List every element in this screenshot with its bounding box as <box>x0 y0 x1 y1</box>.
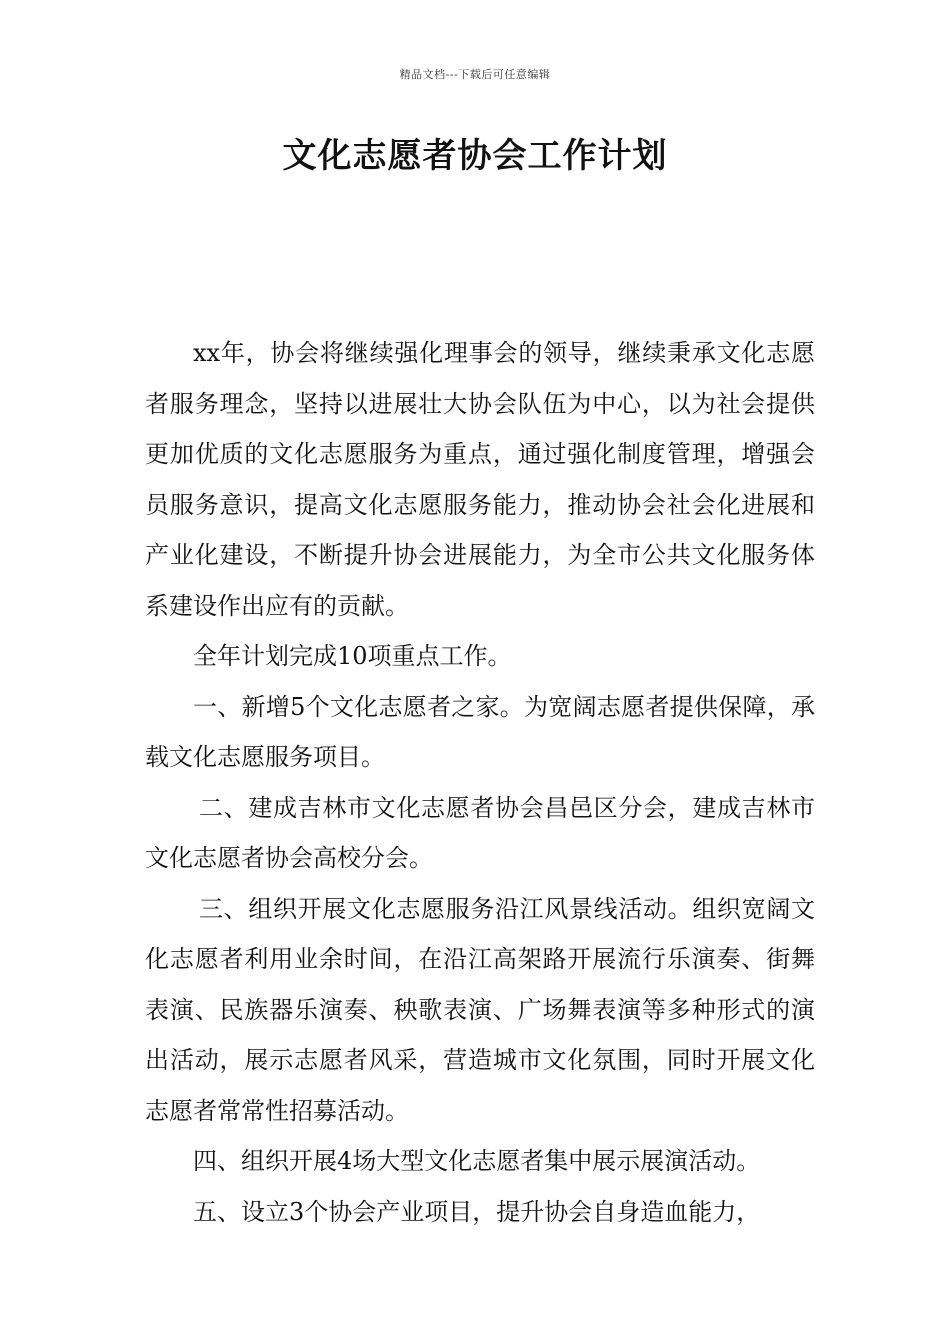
paragraph-intro: xx年，协会将继续强化理事会的领导，继续秉承文化志愿者服务理念，坚持以进展壮大协会队伍为中心，以为社会提供更加优质的文化志愿服务为重点，通过强化制度管理，增强会员服务意识，提高文化志愿服务能力，推动协会社会化进展和产业化建设，不断提升协会进展能力，为全市公共文化服务体系建设作出应有的贡献。 <box>145 339 815 620</box>
paragraph-item-5: 五、设立3个协会产业项目，提升协会自身造血能力， <box>193 1197 761 1226</box>
paragraph-item-4: 四、组织开展4场大型文化志愿者集中展示展演活动。 <box>193 1147 761 1175</box>
paragraph-item-2: 二、建成吉林市文化志愿者协会昌邑区分会，建成吉林市文化志愿者协会高校分会。 <box>145 793 815 872</box>
document-title: 文化志愿者协会工作计划 <box>282 136 668 176</box>
header-note: 精品文档---下载后可任意编辑 <box>399 68 551 81</box>
paragraph-item-3: 三、组织开展文化志愿服务沿江风景线活动。组织宽阔文化志愿者利用业余时间，在沿江高架路开展流行乐演奏、街舞表演、民族器乐演奏、秧歌表演、广场舞表演等多种形式的演出活动，展示志愿者风采，营造城市文化氛围，同时开展文化志愿者常常性招募活动。 <box>145 894 815 1125</box>
document-body <box>145 328 815 1237</box>
paragraph-item-1: 一、新增5个文化志愿者之家。为宽阔志愿者提供保障，承载文化志愿服务项目。 <box>145 692 815 771</box>
paragraph-summary: 全年计划完成10项重点工作。 <box>193 642 512 670</box>
